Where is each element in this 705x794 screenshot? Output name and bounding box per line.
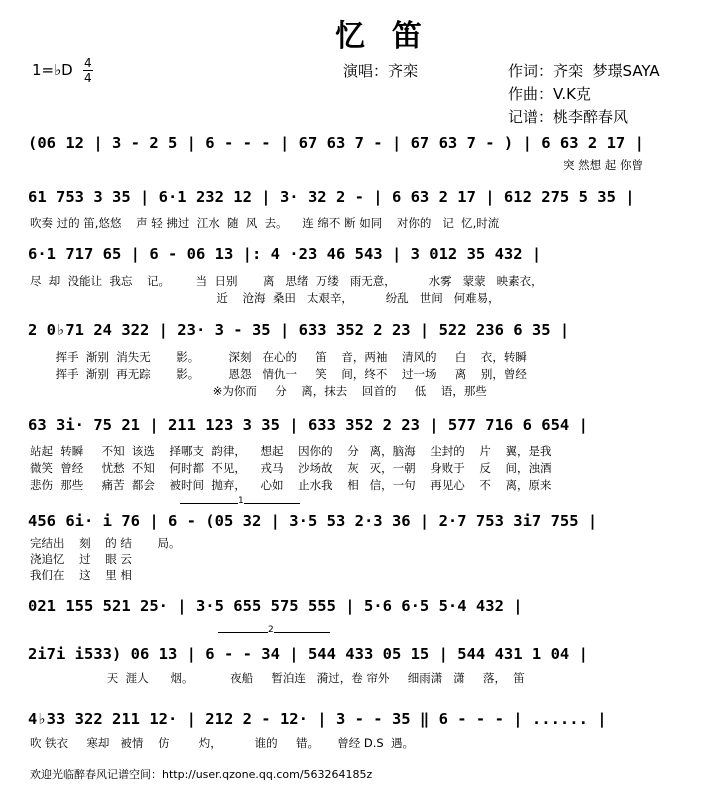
- lyric-line-5-verse-3: 悲伤 那些 痛苦 都会 被时间 抛弃， 心如 止水我 相 信，一句 再见心 不 离，原来: [30, 478, 552, 492]
- transcriber-credit: 记谱：桃李醉春风: [508, 108, 629, 126]
- composer-credit: 作曲：V.K克: [508, 85, 591, 103]
- time-signature-denominator: 4: [84, 71, 92, 85]
- notation-line-4: 2 0♭71 24 322 | 23· 3 - 35 | 633 352 2 23 | 522 236 6 35 |: [28, 321, 570, 339]
- lyric-line-1-verse-1: 突 然想 起 你曾: [563, 158, 643, 172]
- lyric-line-4-verse-3: ※为你而 分 离，抹去 回首的 低 语，那些: [30, 384, 487, 398]
- notation-line-2: 61 753 3 35 | 6·1 232 12 | 3· 32 2 - | 6 63 2 17 | 612 275 5 35 |: [28, 188, 635, 206]
- key-signature: 1=♭D: [32, 61, 73, 79]
- song-title: 忆 笛: [335, 19, 424, 54]
- volta-2-bracket: [218, 632, 330, 633]
- lyric-line-3-verse-2: 近 沧海 桑田 太艰辛， 纷乱 世间 何难易，: [30, 291, 500, 305]
- lyric-line-5-verse-1: 站起 转瞬 不知 该选 择哪支 韵律， 想起 因你的 分 离，脑海 尘封的 片 翼，是我: [30, 444, 552, 458]
- notation-line-5: 63 3i· 75 21 | 211 123 3 35 | 633 352 2 23 | 577 716 6 654 |: [28, 416, 588, 434]
- lyric-line-6-verse-1: 完结出 刻 的 结 局。: [30, 536, 181, 550]
- lyric-line-4-verse-1: 挥手 渐别 消失无 影。 深刻 在心的 笛 音，两袖 清风的 白 衣，转瞬: [30, 350, 527, 364]
- lyric-line-4-verse-2: 挥手 渐别 再无踪 影。 恩怨 情仇一 笑 间，终不 过一场 离 别，曾经: [30, 367, 527, 381]
- notation-line-8: 2i7i i533) 06 13 | 6 - - 34 | 544 433 05 15 | 544 431 1 04 |: [28, 645, 588, 663]
- singer-credit: 演唱：齐栾: [343, 62, 419, 80]
- lyricist-credit: 作词：齐栾 梦璟SAYA: [508, 62, 660, 80]
- lyric-line-2-verse-1: 吹奏 过的 笛,悠悠 声 轻 拂过 江水 随 风 去。 连 绵不 断 如同 对你的 记 忆,时流: [30, 216, 500, 230]
- lyric-line-3-verse-1: 尽 却 没能让 我忘 记。 当 日别 离 思绪 万缕 雨无意， 水雾 蒙蒙 映素衣，: [30, 274, 543, 288]
- notation-line-7: 021 155 521 25· | 3·5 655 575 555 | 5·6 6·5 5·4 432 |: [28, 597, 523, 615]
- notation-line-1: (06 12 | 3 - 2 5 | 6 - - - | 67 63 7 - | 67 63 7 - ) | 6 63 2 17 |: [28, 134, 644, 152]
- lyric-line-6-verse-2: 浇追忆 过 眼 云: [30, 552, 132, 566]
- notation-line-3: 6·1 717 65 | 6 - 06 13 |: 4 ·23 46 543 | 3 012 35 432 |: [28, 245, 542, 263]
- lyric-line-6-verse-3: 我们在 这 里 相: [30, 568, 132, 582]
- notation-line-6: 456 6i· i 76 | 6 - (05 32 | 3·5 53 2·3 36 | 2·7 753 3i7 755 |: [28, 512, 598, 530]
- footer-link-text: 欢迎光临醉春风记谱空间：http://user.qzone.qq.com/563264185z: [30, 768, 373, 781]
- time-signature-numerator: 4: [84, 56, 92, 70]
- lyric-line-5-verse-2: 微笑 曾经 忧愁 不知 何时都 不见， 戎马 沙场故 灰 灭，一朝 身败于 反 间，浊酒: [30, 461, 552, 475]
- lyric-line-8-verse-1: 天 涯人 烟。 夜船 暂泊连 漪过，卷 帘外 细雨潇 潇 落， 笛: [30, 671, 525, 685]
- volta-2-label: 2: [268, 625, 274, 635]
- lyric-line-9-verse-1: 吹 铁衣 寒却 被情 仿 灼， 谁的 错。 曾经 D.S 遇。: [30, 736, 414, 750]
- notation-line-9: 4♭33 322 211 12· | 212 2 - 12· | 3 - - 35 ‖ 6 - - - | ...... |: [28, 710, 607, 728]
- volta-1-label: 1: [238, 496, 244, 506]
